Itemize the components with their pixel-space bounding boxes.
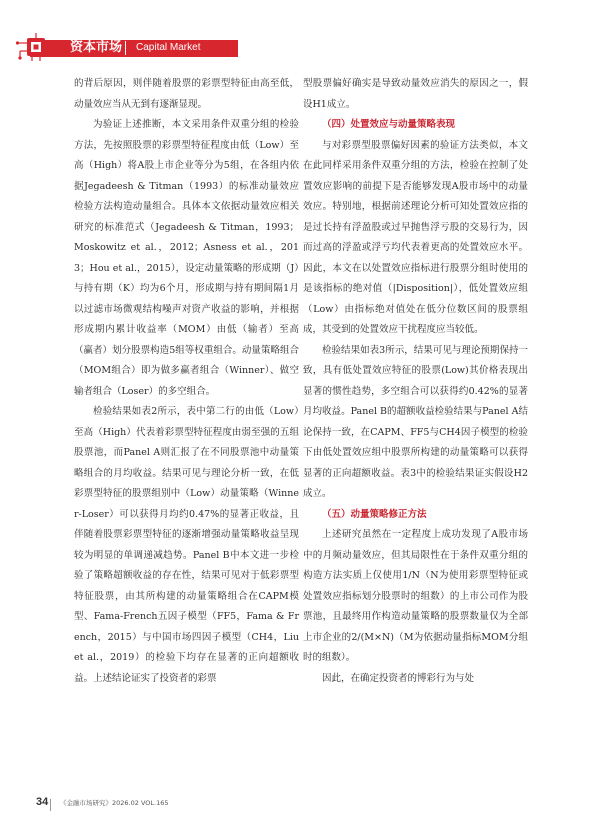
section-heading-correction: （五）动量策略修正方法 — [322, 508, 427, 520]
right-paragraph-correction: 上述研究虽然在一定程度上成功发现了A股市场中的月频动量效应，但其局限性在于条件双重分组的构造方法实质上仅使用1/N（N为使用彩票型特征或处置效应指标划分股票时的组数）的上市公司作为股票池，且最终用作构造动量策略的股票数量仅为全部上市企业的2/(M×N)（M为依据动量指标MOM分组时的组数）。 — [303, 529, 528, 663]
right-paragraph-final: 因此，在确定投资者的博彩行为与处 — [322, 672, 475, 684]
magazine-section-title: 资本市场 — [70, 40, 123, 55]
right-text-continuation: 型股票偏好确实是导致动量效应消失的原因之一，假设H1成立。 — [303, 78, 528, 110]
left-column — [74, 74, 299, 689]
right-paragraph-disposition: 与对彩票型股票偏好因素的验证方法类似，本文在此同样采用条件双重分组的方法，检验在控制了处置效应影响的前提下是否能够发现A股市场中的动量效应。特别地，根据前述理论分析可知处置效应指的是过长持有浮盈股或过早抛售浮亏股的交易行为，因而过高的浮盈或浮亏均代表着更高的处置效应水平。因此，本文在以处置效应指标进行股票分组时使用的是该指标的绝对值（|Disposition|），低处置效应组（Low）由指标绝对值处在低分位数区间的股票组成，其受到的处置效应干扰程度应当较低。 — [303, 139, 528, 335]
left-paragraph-results: 检验结果如表2所示，表中第二行的由低（Low）至高（High）代表着彩票型特征程度由弱至强的五组股票池，而Panel A则汇报了在不同股票池中动量策略组合的月均收益。结果可见与理论分析一致，在低彩票型特征的股票组别中（Low）动量策略（Winner-Loser）可以获得月均约0.47%的显著正收益，且伴随着股票彩票型特征的逐渐增强动量策略收益呈现较为明显的单调递减趋势。Panel B中本文进一步检验了策略超额收益的存在性，结果可见对于低彩票型特征股票，由其所构建的动量策略组合在CAPM模型、Fama-French五因子模型（FF5，Fama & French，2015）与中国市场四因子模型（CH4，Liu et al.，2019）的检验下均存在显著的正向超额收益。上述结论证实了投资者的彩票 — [74, 406, 299, 684]
left-text-continuation: 的背后原因，则伴随着股票的彩票型特征由高至低，动量效应当从无到有逐渐显现。 — [74, 78, 299, 110]
circuit-logo-icon — [14, 32, 56, 62]
journal-citation: 《金融市场研究》2026.02 VOL.165 — [60, 799, 169, 807]
section-heading-disposition: （四）处置效应与动量策略表现 — [322, 119, 456, 130]
magazine-section-title-en: Capital Market — [136, 42, 201, 53]
right-column — [303, 74, 528, 689]
header-separator — [125, 41, 126, 55]
page-header — [0, 0, 602, 68]
page-number: 34 — [36, 796, 49, 808]
right-paragraph-table3: 检验结果如表3所示，结果可见与理论预期保持一致，具有低处置效应特征的股票(Low)其价格表现出显著的惯性趋势，多空组合可以获得约0.42%的显著月均收益。Panel B的超额收益检验结果与Panel A结论保持一致，在CAPM、FF5与CH4因子模型的检验下由低处置效应组中股票所构建的动量策略可以获得显著的正向超额收益。表3中的检验结果证实假设H2成立。 — [303, 344, 528, 499]
header-red-bar — [30, 40, 238, 57]
left-paragraph-method: 为验证上述推断，本文采用条件双重分组的检验方法，先按照股票的彩票型特征程度由低（Low）至高（High）将A股上市企业等分为5组，在各组内依据Jegadeesh & Titman（1993）的标准动量效应检验方法构造动量组合。具体本文依据动量效应相关研究的标准范式（Jegadeesh & Titman，1993；Moskowitz et al.，2012；Asness et al.，2013；Hou et al.，2015），设定动量策略的形成期（J）与持有期（K）均为6个月，形成期与持有期间隔1月以过滤市场微观结构噪声对资产收益的影响，并根据形成期内累计收益率（MOM）由低（输者）至高（赢者）划分股票构造5组等权重组合。动量策略组合（MOM组合）即为做多赢者组合（Winner）、做空输者组合（Loser）的多空组合。 — [74, 119, 299, 397]
footer-divider — [50, 799, 51, 811]
page-footer — [30, 796, 570, 816]
